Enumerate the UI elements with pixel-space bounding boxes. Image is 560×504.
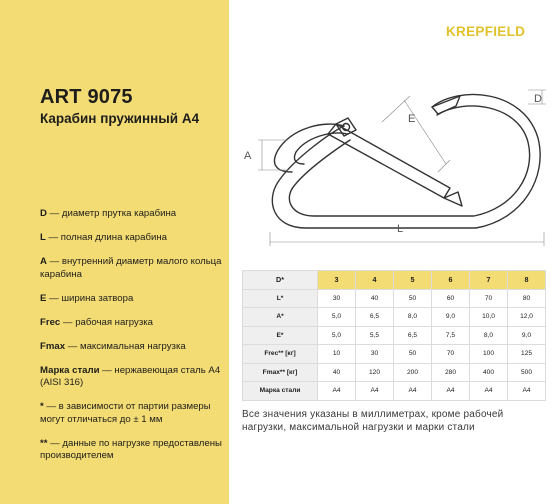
table-cell: 6,5 [394, 326, 432, 345]
table-cell: 50 [394, 345, 432, 364]
table-cell: 200 [394, 363, 432, 382]
table-cell: 70 [470, 289, 508, 308]
table-header-cell: 8 [508, 271, 546, 290]
table-cell: 40 [356, 289, 394, 308]
definition-term: * [40, 401, 44, 412]
units-note: Все значения указаны в миллиметрах, кроме рабочей нагрузки, максимальной нагрузки и марки стали [242, 409, 504, 433]
definition-item [40, 256, 225, 281]
definition-term: Fmax [40, 340, 66, 352]
carabiner-drawing [232, 60, 552, 260]
table-cell: 400 [470, 363, 508, 382]
dimension-label-d: D [534, 93, 542, 105]
table-row [243, 289, 546, 308]
table-cell: 10,0 [470, 308, 508, 327]
info-panel [0, 0, 229, 504]
table-cell: 5,0 [318, 308, 356, 327]
definition-item [40, 401, 225, 426]
definition-term: ** [40, 437, 48, 449]
dimension-label-a: A [244, 150, 252, 162]
definition-text: — внутренний диаметр малого кольца карабина [40, 256, 222, 280]
table-cell: 30 [318, 289, 356, 308]
dimension-line-e [438, 160, 450, 172]
table-cell: 50 [394, 289, 432, 308]
table-cell: 280 [432, 363, 470, 382]
table-cell: 80 [508, 289, 546, 308]
table-row [243, 363, 546, 382]
table-cell: 100 [470, 345, 508, 364]
definition-text: — в зависимости от партии размеры могут отличаться до ± 1 мм [40, 401, 211, 425]
dimension-line-e [404, 100, 446, 164]
table-cell: 30 [356, 345, 394, 364]
definition-item [40, 232, 225, 245]
definition-text: — ширина затвора [46, 292, 134, 304]
table-cell: 70 [432, 345, 470, 364]
table-cell: 5,5 [356, 326, 394, 345]
table-cell: 5,0 [318, 326, 356, 345]
table-cell: 40 [318, 363, 356, 382]
definition-item [40, 341, 225, 354]
table-header-cell: 3 [318, 271, 356, 290]
definition-text: — нержавеющая сталь А4 (AISI 316) [40, 364, 221, 388]
table-cell: 8,0 [470, 326, 508, 345]
table-row-label: E* [243, 326, 318, 345]
table-header-cell: 7 [470, 271, 508, 290]
definition-item [40, 208, 225, 221]
table-cell: 6,5 [356, 308, 394, 327]
table-row-label: Fmax** [кг] [243, 363, 318, 382]
table-cell: А4 [432, 382, 470, 401]
table-cell: 125 [508, 345, 546, 364]
table-cell: А4 [508, 382, 546, 401]
specs-table [242, 270, 546, 401]
table-cell: 60 [432, 289, 470, 308]
table-row [243, 345, 546, 364]
definition-text: — рабочая нагрузка [60, 316, 153, 328]
definition-text: — диаметр прутка карабина [46, 208, 177, 219]
table-row-label: Frec** [кг] [243, 345, 318, 364]
table-cell: 9,0 [508, 326, 546, 345]
definition-term: Frec [40, 316, 61, 328]
definition-term: Марка стали [40, 364, 100, 376]
brand-logo: KREPFIELD [446, 24, 526, 39]
definition-text: — данные по нагрузке предоставлены производителем [40, 437, 222, 461]
table-header-cell: 6 [432, 271, 470, 290]
table-row [243, 326, 546, 345]
definition-item [40, 317, 225, 330]
dimension-label-e: E [408, 113, 416, 125]
definition-term: D [40, 208, 47, 219]
small-ring-inner-outline [294, 133, 348, 164]
table-row-label: A* [243, 308, 318, 327]
definition-text: — полная длина карабина [45, 232, 167, 243]
table-cell: А4 [318, 382, 356, 401]
table-header-row [243, 271, 546, 290]
definitions-list [40, 208, 225, 474]
table-cell: 500 [508, 363, 546, 382]
table-cell: 7,5 [432, 326, 470, 345]
product-title: Карабин пружинный А4 [40, 111, 200, 126]
table-cell: 12,0 [508, 308, 546, 327]
definition-item [40, 365, 225, 390]
definition-text: — максимальная нагрузка [65, 340, 186, 352]
table-row-label: D* [243, 271, 318, 290]
carabiner-outline [272, 94, 540, 228]
article-number: ART 9075 [40, 86, 133, 108]
table-cell: 10 [318, 345, 356, 364]
dimension-line-e [382, 96, 410, 122]
table-cell: 120 [356, 363, 394, 382]
definition-term: A [40, 256, 47, 267]
definition-item [40, 438, 225, 463]
table-header-cell: 5 [394, 271, 432, 290]
table-cell: 8,0 [394, 308, 432, 327]
table-cell: 9,0 [432, 308, 470, 327]
table-row-label: L* [243, 289, 318, 308]
table-row [243, 308, 546, 327]
dimension-label-l: L [397, 223, 404, 235]
table-row [243, 382, 546, 401]
table-header-cell: 4 [356, 271, 394, 290]
definition-term: E [40, 292, 47, 304]
table-cell: А4 [394, 382, 432, 401]
table-row-label: Марка стали [243, 382, 318, 401]
definition-term: L [40, 232, 46, 243]
table-cell: А4 [470, 382, 508, 401]
definition-item [40, 293, 225, 306]
table-cell: А4 [356, 382, 394, 401]
